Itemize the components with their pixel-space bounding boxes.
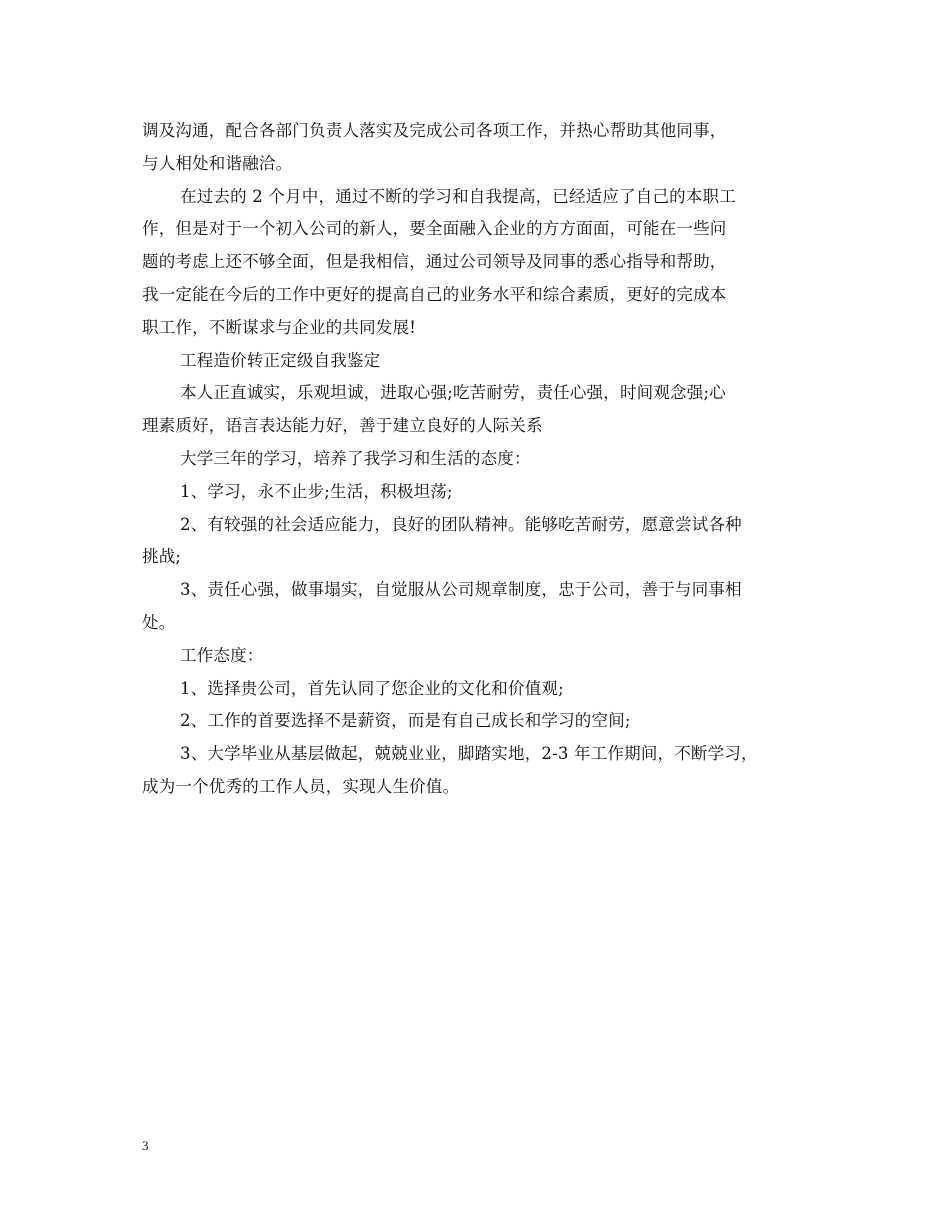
work-attitude-heading-text: 工作态度：: [180, 645, 264, 665]
list-item-attitude-1-line-1: 1、学习，永不止步;生活，积极坦荡;: [180, 481, 453, 501]
list-item-attitude-2: [142, 509, 812, 575]
list-item-attitude-3-line-2: 处。: [142, 612, 176, 632]
work-attitude-heading: [142, 640, 812, 673]
paragraph-university-intro-line-1: 大学三年的学习，培养了我学习和生活的态度：: [180, 448, 531, 468]
list-item-work-3-line-1: 3、大学毕业从基层做起，兢兢业业，脚踏实地，2-3 年工作期间，不断学习，: [180, 744, 758, 764]
paragraph-2-line-5: 职工作，不断谋求与企业的共同发展!: [142, 317, 417, 337]
paragraph-1: [142, 115, 812, 181]
list-item-attitude-2-line-1: 2、有较强的社会适应能力，良好的团队精神。能够吃苦耐劳，愿意尝试各种: [180, 514, 742, 534]
paragraph-1-line-2: 与人相处和谐融洽。: [142, 153, 293, 173]
paragraph-university-intro: [142, 443, 812, 476]
list-item-work-3: [142, 738, 812, 804]
paragraph-2: [142, 181, 812, 345]
section-heading-text: 工程造价转正定级自我鉴定: [180, 350, 381, 370]
list-item-work-2-line-1: 2、工作的首要选择不是薪资，而是有自己成长和学习的空间;: [180, 711, 631, 731]
list-item-work-1-line-1: 1、选择贵公司，首先认同了您企业的文化和价值观;: [180, 678, 564, 698]
paragraph-2-line-4: 我一定能在今后的工作中更好的提高自己的业务水平和综合素质，更好的完成本: [142, 284, 727, 304]
list-item-work-1: [142, 673, 812, 706]
section-heading: [142, 345, 812, 378]
list-item-attitude-3: [142, 574, 812, 640]
page-number: 3: [142, 1138, 149, 1153]
paragraph-2-line-1: 在过去的 2 个月中，通过不断的学习和自我提高，已经适应了自己的本职工: [180, 186, 736, 206]
paragraph-2-line-3: 题的考虑上还不够全面，但是我相信，通过公司领导及同事的悉心指导和帮助，: [142, 252, 727, 272]
list-item-attitude-1: [142, 476, 812, 509]
paragraph-personality: [142, 377, 812, 443]
list-item-work-3-line-2: 成为一个优秀的工作人员，实现人生价值。: [142, 776, 460, 796]
paragraph-1-line-1: 调及沟通，配合各部门负责人落实及完成公司各项工作，并热心帮助其他同事，: [142, 121, 727, 140]
paragraph-2-line-2: 作，但是对于一个初入公司的新人，要全面融入企业的方方面面，可能在一些问: [142, 219, 727, 239]
list-item-attitude-2-line-2: 挑战;: [142, 547, 182, 567]
list-item-attitude-3-line-1: 3、责任心强，做事塌实，自觉服从公司规章制度，忠于公司，善于与同事相: [180, 580, 742, 600]
paragraph-personality-line-2: 理素质好，语言表达能力好，善于建立良好的人际关系: [142, 416, 543, 436]
paragraph-personality-line-1: 本人正直诚实，乐观坦诚，进取心强;吃苦耐劳，责任心强，时间观念强;心: [180, 383, 726, 403]
list-item-work-2: [142, 705, 812, 738]
document-body: [142, 115, 812, 804]
